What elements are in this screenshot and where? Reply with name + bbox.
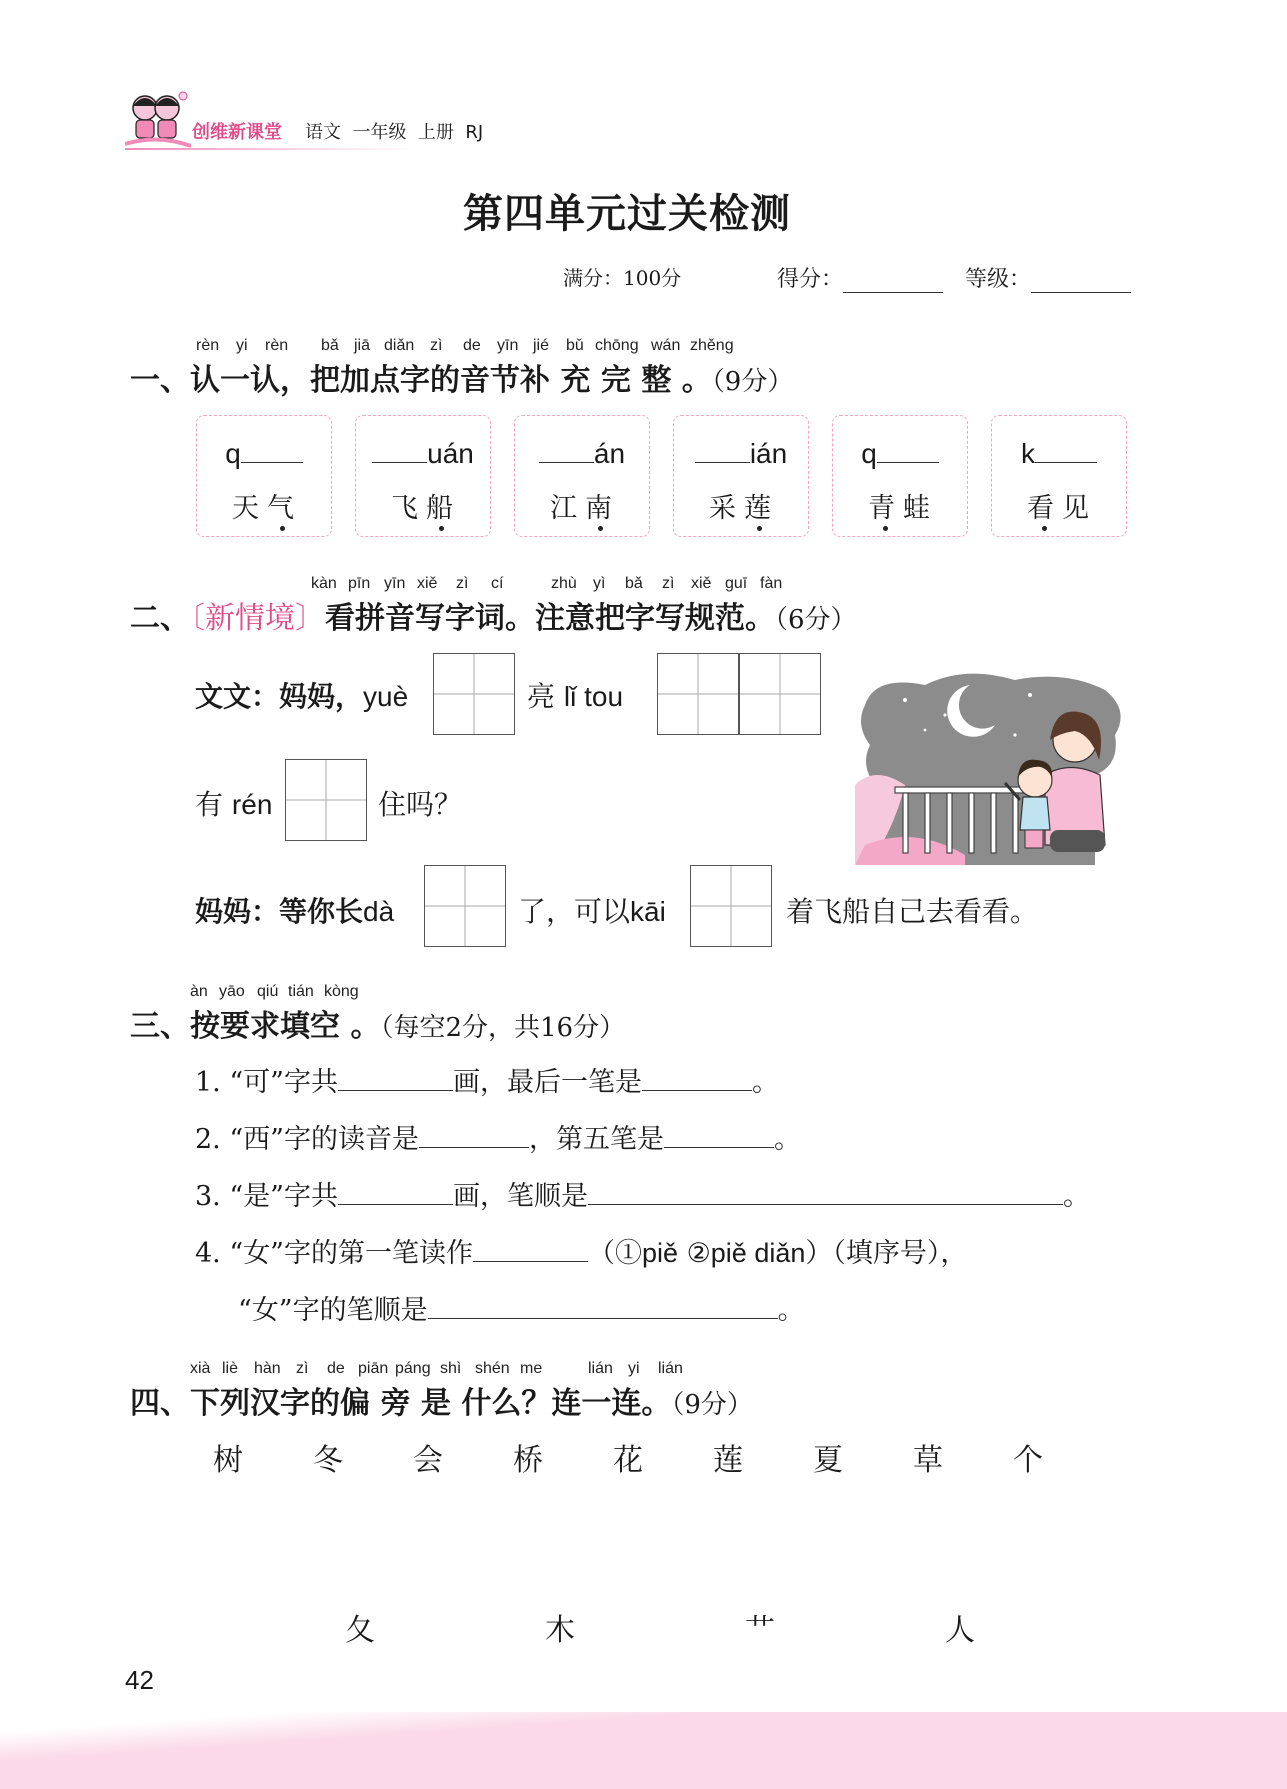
q4-heading-text: 四、下列汉字的偏 旁 是 什么？连一连。 — [130, 1386, 672, 1421]
pinyin: piān — [358, 1360, 389, 1377]
writing-grid[interactable] — [285, 759, 367, 841]
pinyin: chōng — [595, 337, 639, 354]
full-marks: 满分：100分 — [563, 266, 682, 290]
q3-item-text: 3. “是”字共 — [195, 1181, 338, 1212]
word: 天气 — [232, 493, 302, 524]
pinyin: rèn — [196, 337, 220, 354]
emphasis-dot — [280, 526, 285, 531]
pinyin-prompt: kāi — [630, 896, 666, 927]
pinyin: xiě — [691, 575, 712, 592]
answer-blank[interactable] — [695, 436, 750, 463]
word: 看见 — [1027, 493, 1097, 524]
match-radical[interactable]: 艹 — [745, 1613, 775, 1648]
new-context-tag: 〔新情境〕 — [190, 601, 325, 636]
pinyin: rèn — [265, 337, 289, 354]
pinyin: de — [463, 337, 481, 354]
pinyin: yi — [236, 337, 248, 354]
answer-blank[interactable] — [241, 436, 303, 463]
emphasis-dot — [598, 526, 603, 531]
pinyin-fill[interactable] — [356, 436, 490, 470]
pinyin-prompt: yuè — [363, 681, 409, 712]
pinyin-fill[interactable] — [833, 436, 967, 470]
q1-points: （9分） — [711, 367, 794, 397]
q3-item — [195, 1117, 801, 1156]
pinyin-fill[interactable] — [992, 436, 1126, 470]
grade-field[interactable] — [965, 262, 1131, 293]
score-blank[interactable] — [843, 270, 943, 293]
given-text: 住吗？ — [378, 788, 463, 821]
pinyin: qiú — [257, 983, 279, 1000]
brand-name: 创维新课堂 — [192, 122, 282, 143]
answer-blank[interactable] — [419, 1121, 529, 1148]
q3-item-text: ）（填序号）， — [805, 1238, 968, 1269]
q3-item-text: 4. “女”字的第一笔读作 — [195, 1238, 473, 1269]
pinyin: pīn — [348, 575, 371, 592]
answer-blank[interactable] — [664, 1121, 774, 1148]
q3-item-text: 1. “可”字共 — [195, 1067, 338, 1098]
q1-card — [832, 415, 968, 537]
pinyin: lián — [588, 1360, 613, 1377]
emphasis-dot — [883, 526, 888, 531]
pinyin: páng — [395, 1360, 431, 1377]
score-label: 得分： — [777, 267, 844, 292]
pinyin-fill[interactable] — [515, 436, 649, 470]
pinyin: zì — [456, 575, 469, 592]
page-number: 42 — [125, 1665, 154, 1695]
dialogue-line — [195, 675, 408, 715]
pinyin: shì — [440, 1360, 462, 1377]
night-sky-illustration — [855, 665, 1130, 869]
answer-blank[interactable] — [642, 1064, 752, 1091]
match-character[interactable]: 花 — [613, 1443, 643, 1478]
pinyin-fill[interactable] — [674, 436, 808, 470]
answer-blank[interactable] — [877, 436, 939, 463]
dialogue-line — [195, 783, 272, 823]
volume: 上册 — [417, 122, 454, 143]
dialogue-line — [786, 890, 1038, 930]
q3-heading — [130, 1001, 625, 1045]
match-character[interactable]: 夏 — [813, 1443, 843, 1478]
answer-blank[interactable] — [539, 436, 594, 463]
word: 飞船 — [391, 493, 461, 524]
pinyin: lián — [658, 1360, 683, 1377]
q3-heading-text: 三、按要求填空 。 — [130, 1009, 381, 1044]
pinyin: bǎ — [625, 575, 643, 592]
pinyin: zì — [430, 337, 443, 354]
q2-heading — [130, 593, 857, 637]
q3-item-text: ② — [677, 1238, 711, 1269]
pinyin: zì — [662, 575, 675, 592]
pinyin: jié — [533, 337, 550, 354]
pinyin: wán — [651, 337, 681, 354]
grade: 一年级 — [352, 122, 407, 143]
q3-item — [195, 1231, 967, 1270]
q4-heading — [130, 1378, 753, 1422]
given-text: 着飞船自己去看看。 — [786, 895, 1039, 928]
pinyin: cí — [491, 575, 504, 592]
pinyin: zhù — [551, 575, 577, 592]
q1-pinyin-row — [0, 337, 1287, 357]
q1-card — [514, 415, 650, 537]
pinyin: fàn — [760, 575, 783, 592]
pinyin: de — [327, 1360, 345, 1377]
pinyin: àn — [190, 983, 208, 1000]
answer-blank[interactable] — [338, 1064, 453, 1091]
pinyin-given: ián — [749, 438, 788, 469]
q3-points: （每空2分，共16分） — [380, 1013, 626, 1043]
match-character[interactable]: 个 — [1013, 1443, 1043, 1478]
given-char: 有 — [195, 788, 224, 821]
pinyin: me — [520, 1360, 543, 1377]
pinyin: yi — [628, 1360, 640, 1377]
answer-blank[interactable] — [372, 436, 427, 463]
match-character[interactable]: 桥 — [513, 1443, 543, 1478]
answer-blank[interactable] — [338, 1178, 453, 1205]
edition: RJ — [465, 122, 484, 143]
match-character[interactable]: 冬 — [313, 1443, 343, 1478]
q1-card — [196, 415, 332, 537]
pinyin: bǎ — [321, 337, 339, 354]
dialogue-line — [378, 783, 462, 823]
emphasis-dot — [1042, 526, 1047, 531]
q3-item — [238, 1288, 805, 1327]
q3-item — [195, 1060, 779, 1099]
pinyin-given: q — [225, 438, 241, 469]
q2-pinyin-row — [0, 575, 1287, 595]
pinyin: zì — [296, 1360, 309, 1377]
pinyin: xià — [190, 1360, 211, 1377]
score-field[interactable] — [777, 262, 943, 293]
dialogue-line — [195, 890, 394, 930]
pinyin: tián — [288, 983, 314, 1000]
header-divider — [125, 148, 415, 150]
match-character[interactable]: 树 — [213, 1443, 243, 1478]
pinyin: kàn — [311, 575, 337, 592]
option-pinyin: piě diǎn — [710, 1238, 806, 1268]
pinyin: yāo — [219, 983, 245, 1000]
answer-blank[interactable] — [1035, 436, 1097, 463]
match-character[interactable]: 莲 — [713, 1443, 743, 1478]
q4-pinyin-row — [0, 1360, 1287, 1380]
word: 青蛙 — [868, 493, 938, 524]
grade-label: 等级： — [965, 267, 1032, 292]
q1-card — [355, 415, 491, 537]
pinyin-prompt: rén — [231, 789, 273, 820]
q3-item — [195, 1174, 1090, 1213]
pinyin: yīn — [497, 337, 519, 354]
q4-points: （9分） — [671, 1390, 753, 1420]
emphasis-dot — [757, 526, 762, 531]
word: 采莲 — [709, 493, 779, 524]
match-radical[interactable]: 人 — [945, 1613, 975, 1648]
writing-grid[interactable] — [424, 865, 506, 947]
pinyin-given: uán — [427, 438, 474, 469]
speaker-text: 妈妈：等你长 — [195, 895, 364, 928]
pinyin-given: q — [861, 438, 877, 469]
writing-grid[interactable] — [690, 865, 772, 947]
pinyin: shén — [475, 1360, 510, 1377]
q1-card — [991, 415, 1127, 537]
q3-item-text: ，第五笔是 — [528, 1124, 664, 1155]
match-character[interactable]: 会 — [413, 1443, 443, 1478]
speaker-text: 文文：妈妈， — [195, 680, 364, 713]
q3-item-text: 画，笔顺是 — [452, 1181, 588, 1212]
match-radical[interactable]: 木 — [545, 1613, 575, 1648]
writing-grid[interactable] — [739, 653, 821, 735]
pinyin: diǎn — [384, 337, 415, 354]
pinyin: zhěng — [690, 337, 734, 354]
answer-blank[interactable] — [473, 1235, 588, 1262]
q3-item-text: 画，最后一笔是 — [452, 1067, 642, 1098]
pinyin-given: k — [1021, 438, 1035, 469]
given-text: 了，可以 — [518, 895, 631, 928]
pinyin: hàn — [254, 1360, 281, 1377]
subject: 语文 — [305, 122, 341, 143]
page-title: 第四单元过关检测 — [463, 191, 791, 237]
match-character[interactable]: 草 — [913, 1443, 943, 1478]
answer-blank[interactable] — [588, 1178, 1063, 1205]
q2-heading-text: 看拼音写字词。注意把字写规范。 — [325, 601, 775, 636]
q3-item-text: 。 — [773, 1124, 801, 1155]
footer-band — [0, 1712, 1287, 1789]
q3-item-text: 。 — [777, 1295, 805, 1326]
pinyin: yì — [593, 575, 606, 592]
q1-heading-text: 一、认一认，把加点字的音节补 充 完 整 。 — [130, 363, 712, 398]
pinyin-fill[interactable] — [197, 436, 331, 470]
given-char: 亮 — [527, 680, 556, 713]
pinyin: xiě — [417, 575, 438, 592]
pinyin-prompt: dà — [363, 896, 395, 927]
dialogue-line — [518, 890, 666, 930]
pinyin: yīn — [384, 575, 406, 592]
q3-item-text: （① — [587, 1238, 642, 1269]
q3-item-text: 。 — [751, 1067, 779, 1098]
q3-item-text: “女”字的笔顺是 — [238, 1295, 428, 1326]
answer-blank[interactable] — [428, 1292, 778, 1319]
q3-pinyin-row — [0, 983, 1287, 1003]
word: 江南 — [550, 493, 620, 524]
pinyin-given: án — [593, 438, 626, 469]
pinyin: liè — [222, 1360, 239, 1377]
match-radical[interactable]: 夂 — [345, 1613, 375, 1648]
pinyin-prompt: lǐ tou — [563, 681, 624, 712]
pinyin: bǔ — [566, 337, 584, 354]
pinyin: guī — [725, 575, 748, 592]
q1-card — [673, 415, 809, 537]
q2-points: （6分） — [775, 605, 857, 635]
emphasis-dot — [439, 526, 444, 531]
course-info — [305, 118, 483, 144]
grade-blank[interactable] — [1031, 270, 1131, 293]
q3-item-text: 2. “西”字的读音是 — [195, 1124, 419, 1155]
dialogue-line — [527, 675, 623, 715]
q3-item-text: 。 — [1062, 1181, 1090, 1212]
writing-grid[interactable] — [433, 653, 515, 735]
pinyin: kòng — [324, 983, 359, 1000]
writing-grid[interactable] — [657, 653, 739, 735]
q1-heading — [130, 355, 793, 399]
q2-number: 二、 — [130, 601, 190, 636]
option-pinyin: piě — [641, 1238, 678, 1268]
pinyin: jiā — [354, 337, 371, 354]
